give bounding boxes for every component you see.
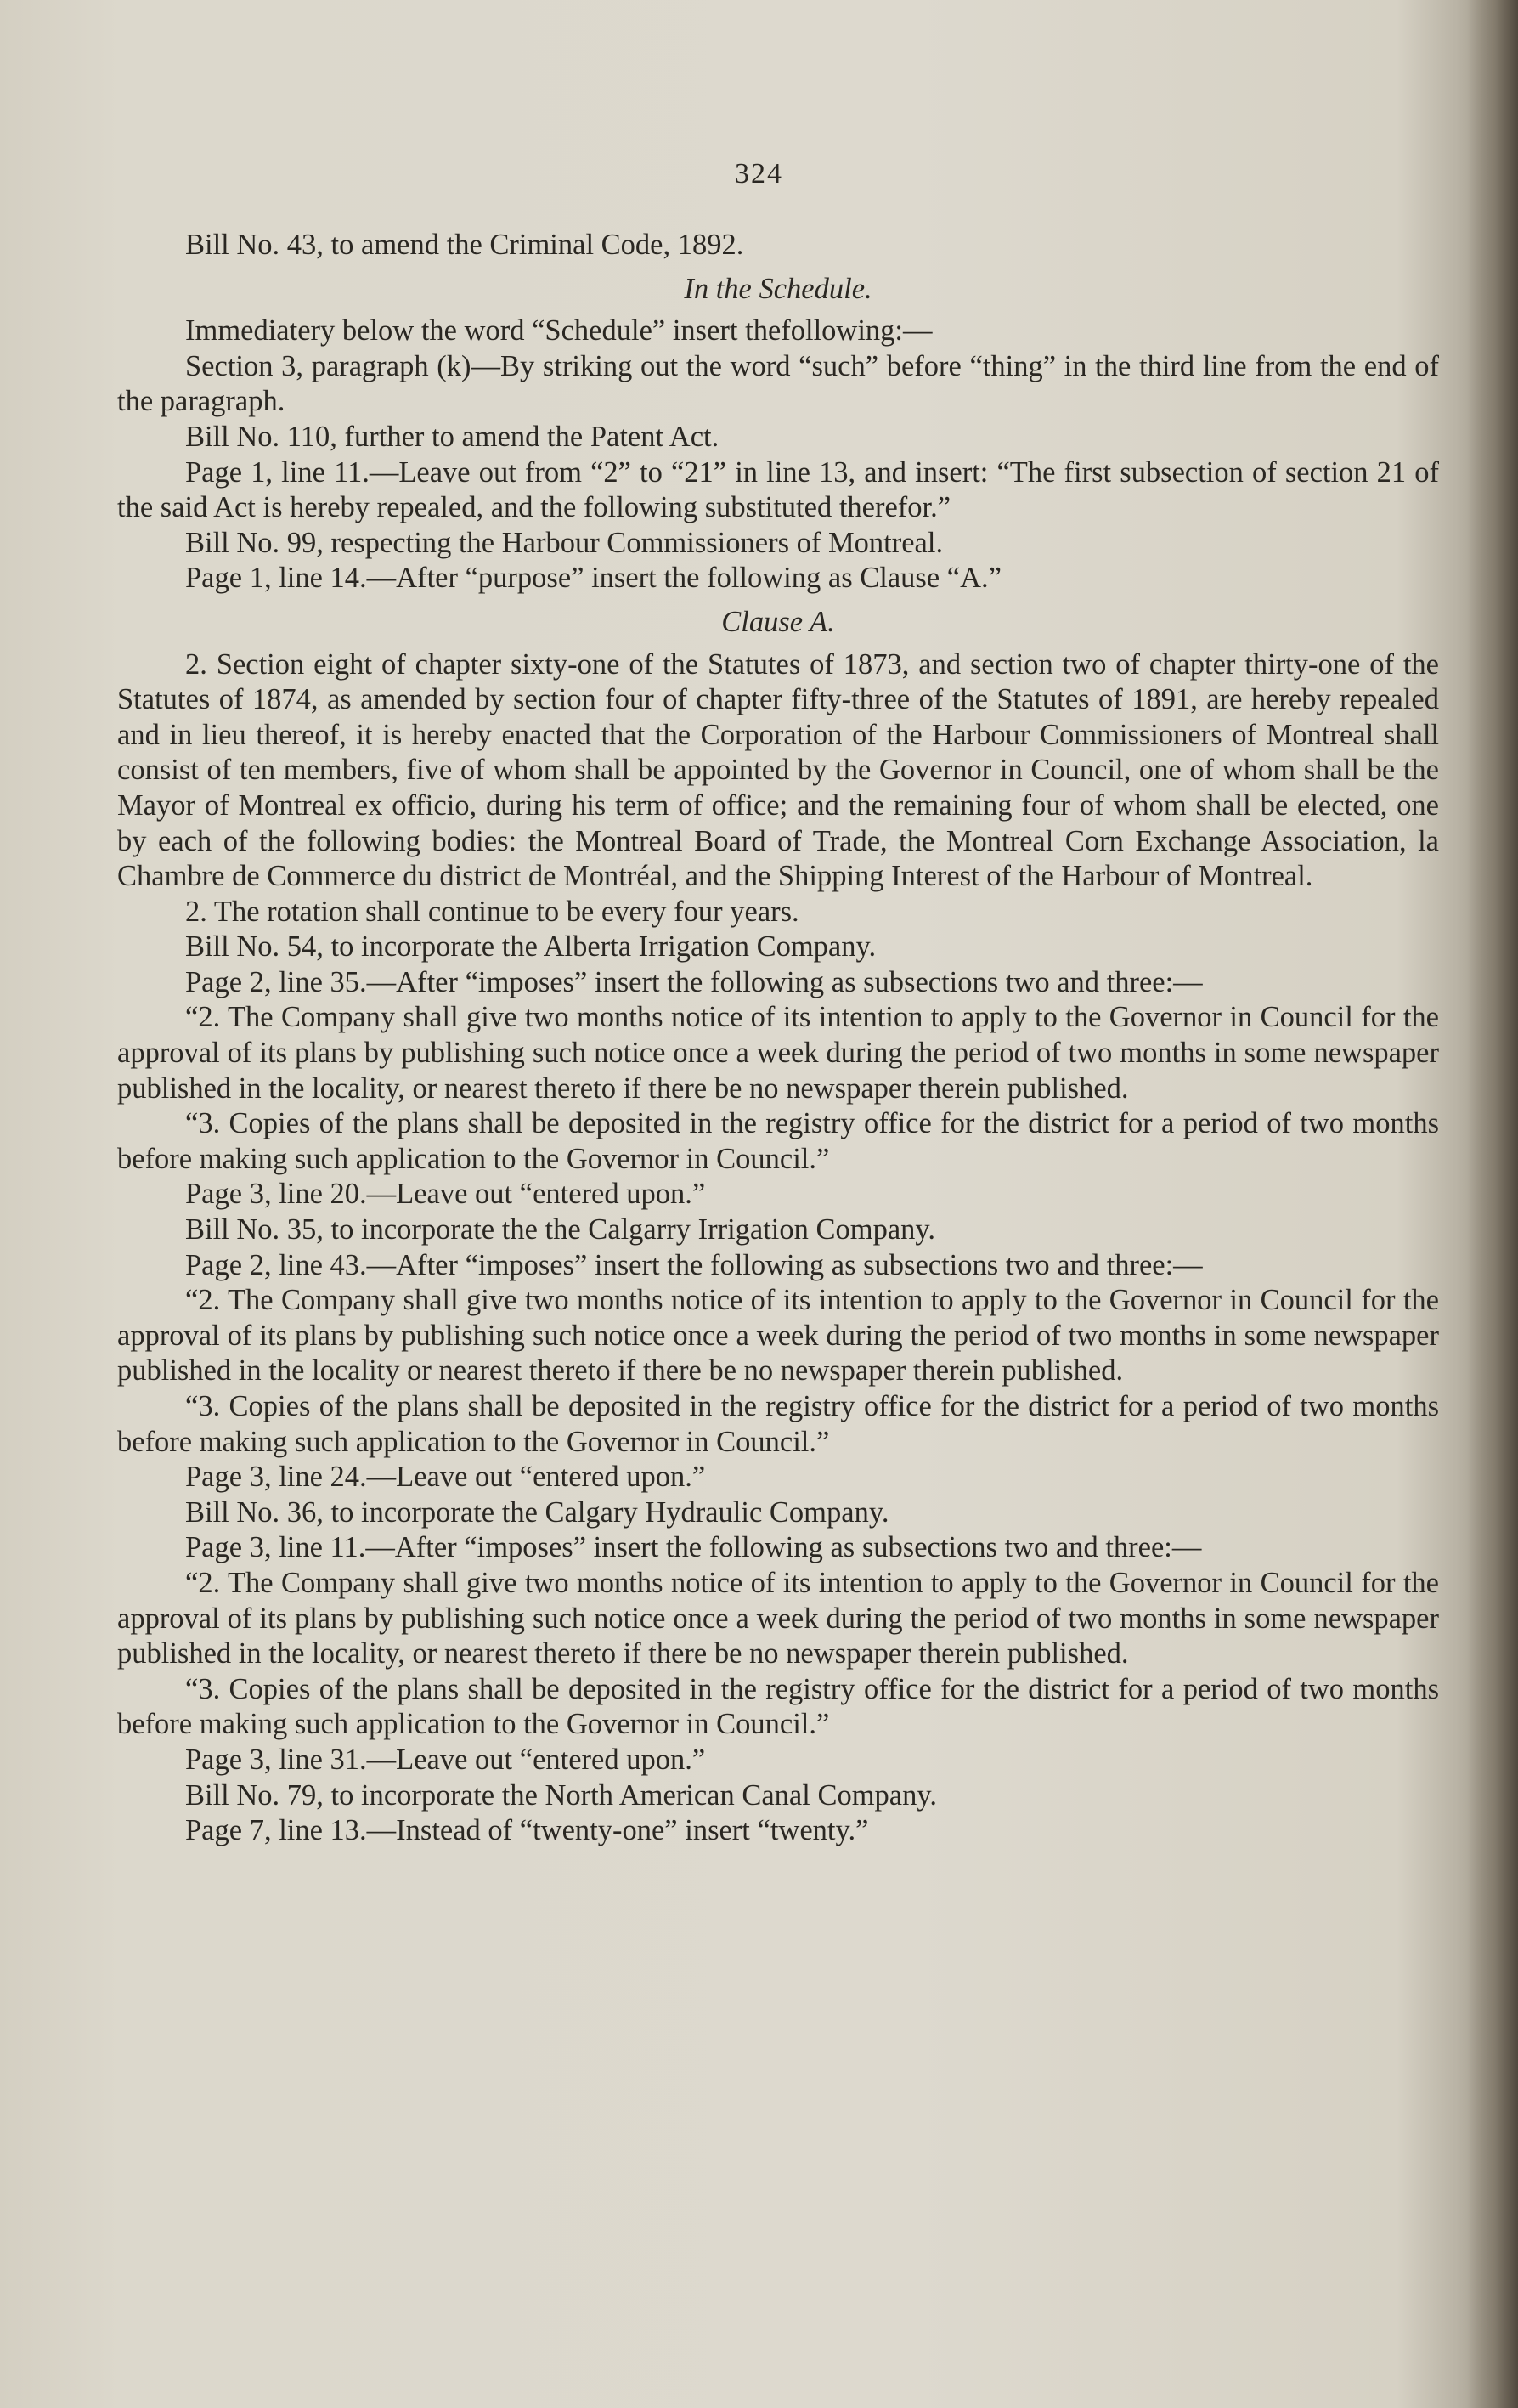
paragraph: Immediatery below the word “Schedule” insert thefollowing:— [185,314,933,348]
body-text [117,228,1439,1849]
page-number: 324 [735,158,783,189]
paragraph: Page 3, line 20.—Leave out “entered upon.” [185,1178,706,1211]
section-heading: Clause A. [721,605,835,638]
paragraph: Page 2, line 35.—After “imposes” insert the following as subsections two and three:— [185,965,1203,998]
paragraph: 2. Section eight of chapter sixty-one of the Statutes of 1873, and section two of chapter thirty-one of the Statutes of 1874, as amended by section four of chapter fifty-three of the Statutes of 1891, are hereby repealed and in lieu thereof, it is hereby enacted that the Corporation of the Harbour Commissioners of Montreal shall consist of ten members, five of whom shall be appointed by the Governor in Council, one of whom shall be the Mayor of Montreal ex officio, during his term of office; and the remaining four of whom shall be elected, one by each of the following bodies: the Montreal Board of Trade, the Montreal Corn Exchange Association, la Chambre de Commerce du district de Montréal, and the Shipping Interest of the Harbour of Montreal. [117,647,1439,893]
bill-heading: Bill No. 43, to amend the Criminal Code, 1892. [185,229,744,261]
paragraph: “2. The Company shall give two months notice of its intention to apply to the Governor in Council for the approval of its plans by publishing such notice once a week during the period of two months in some newspaper published in the locality, or nearest thereto if there be no newspaper therein published. [117,1566,1439,1670]
paragraph: “3. Copies of the plans shall be deposited in the registry office for the district for a period of two months before making such application to the Governor in Council.” [117,1672,1439,1741]
page-edge-shadow [1467,0,1518,2408]
bill-heading: Bill No. 110, further to amend the Patent Act. [185,420,719,453]
bill-heading: Bill No. 35, to incorporate the the Calgarry Irrigation Company. [185,1213,936,1246]
paragraph: Page 1, line 14.—After “purpose” insert the following as Clause “A.” [185,562,1002,595]
bill-heading: Bill No. 79, to incorporate the North American Canal Company. [185,1778,937,1812]
paragraph: Page 2, line 43.—After “imposes” insert the following as subsections two and three:— [185,1248,1203,1281]
paragraph: Page 7, line 13.—Instead of “twenty-one” insert “twenty.” [185,1814,869,1847]
section-heading: In the Schedule. [684,272,872,305]
paragraph: Section 3, paragraph (k)—By striking out the word “such” before “thing” in the third line from the end of the paragraph. [117,349,1439,418]
paragraph: 2. The rotation shall continue to be every four years. [185,895,799,928]
paragraph: “2. The Company shall give two months notice of its intention to apply to the Governor in Council for the approval of its plans by publishing such notice once a week during the period of two months in some newspaper published in the locality or nearest thereto if there be no newspaper therein published. [117,1284,1439,1388]
bill-heading: Bill No. 36, to incorporate the Calgary Hydraulic Company. [185,1495,889,1529]
paragraph: “2. The Company shall give two months notice of its intention to apply to the Governor in Council for the approval of its plans by publishing such notice once a week during the period of two months in some newspaper published in the locality, or nearest thereto if there be no newspaper therein published. [117,1001,1439,1105]
paragraph: Page 1, line 11.—Leave out from “2” to “21” in line 13, and insert: “The first subsection of section 21 of the said Act is hereby repealed, and the following substituted therefor.” [117,455,1439,524]
paragraph: “3. Copies of the plans shall be deposited in the registry office for the district for a period of two months before making such application to the Governor in Council.” [117,1390,1439,1458]
paragraph: “3. Copies of the plans shall be deposited in the registry office for the district for a period of two months before making such application to the Governor in Council.” [117,1107,1439,1175]
bill-heading: Bill No. 54, to incorporate the Alberta Irrigation Company. [185,930,877,964]
paragraph: Page 3, line 31.—Leave out “entered upon.” [185,1743,706,1776]
paragraph: Page 3, line 11.—After “imposes” insert the following as subsections two and three:— [185,1531,1202,1564]
bill-heading: Bill No. 99, respecting the Harbour Commissioners of Montreal. [185,526,944,559]
paragraph: Page 3, line 24.—Leave out “entered upon.” [185,1461,706,1494]
